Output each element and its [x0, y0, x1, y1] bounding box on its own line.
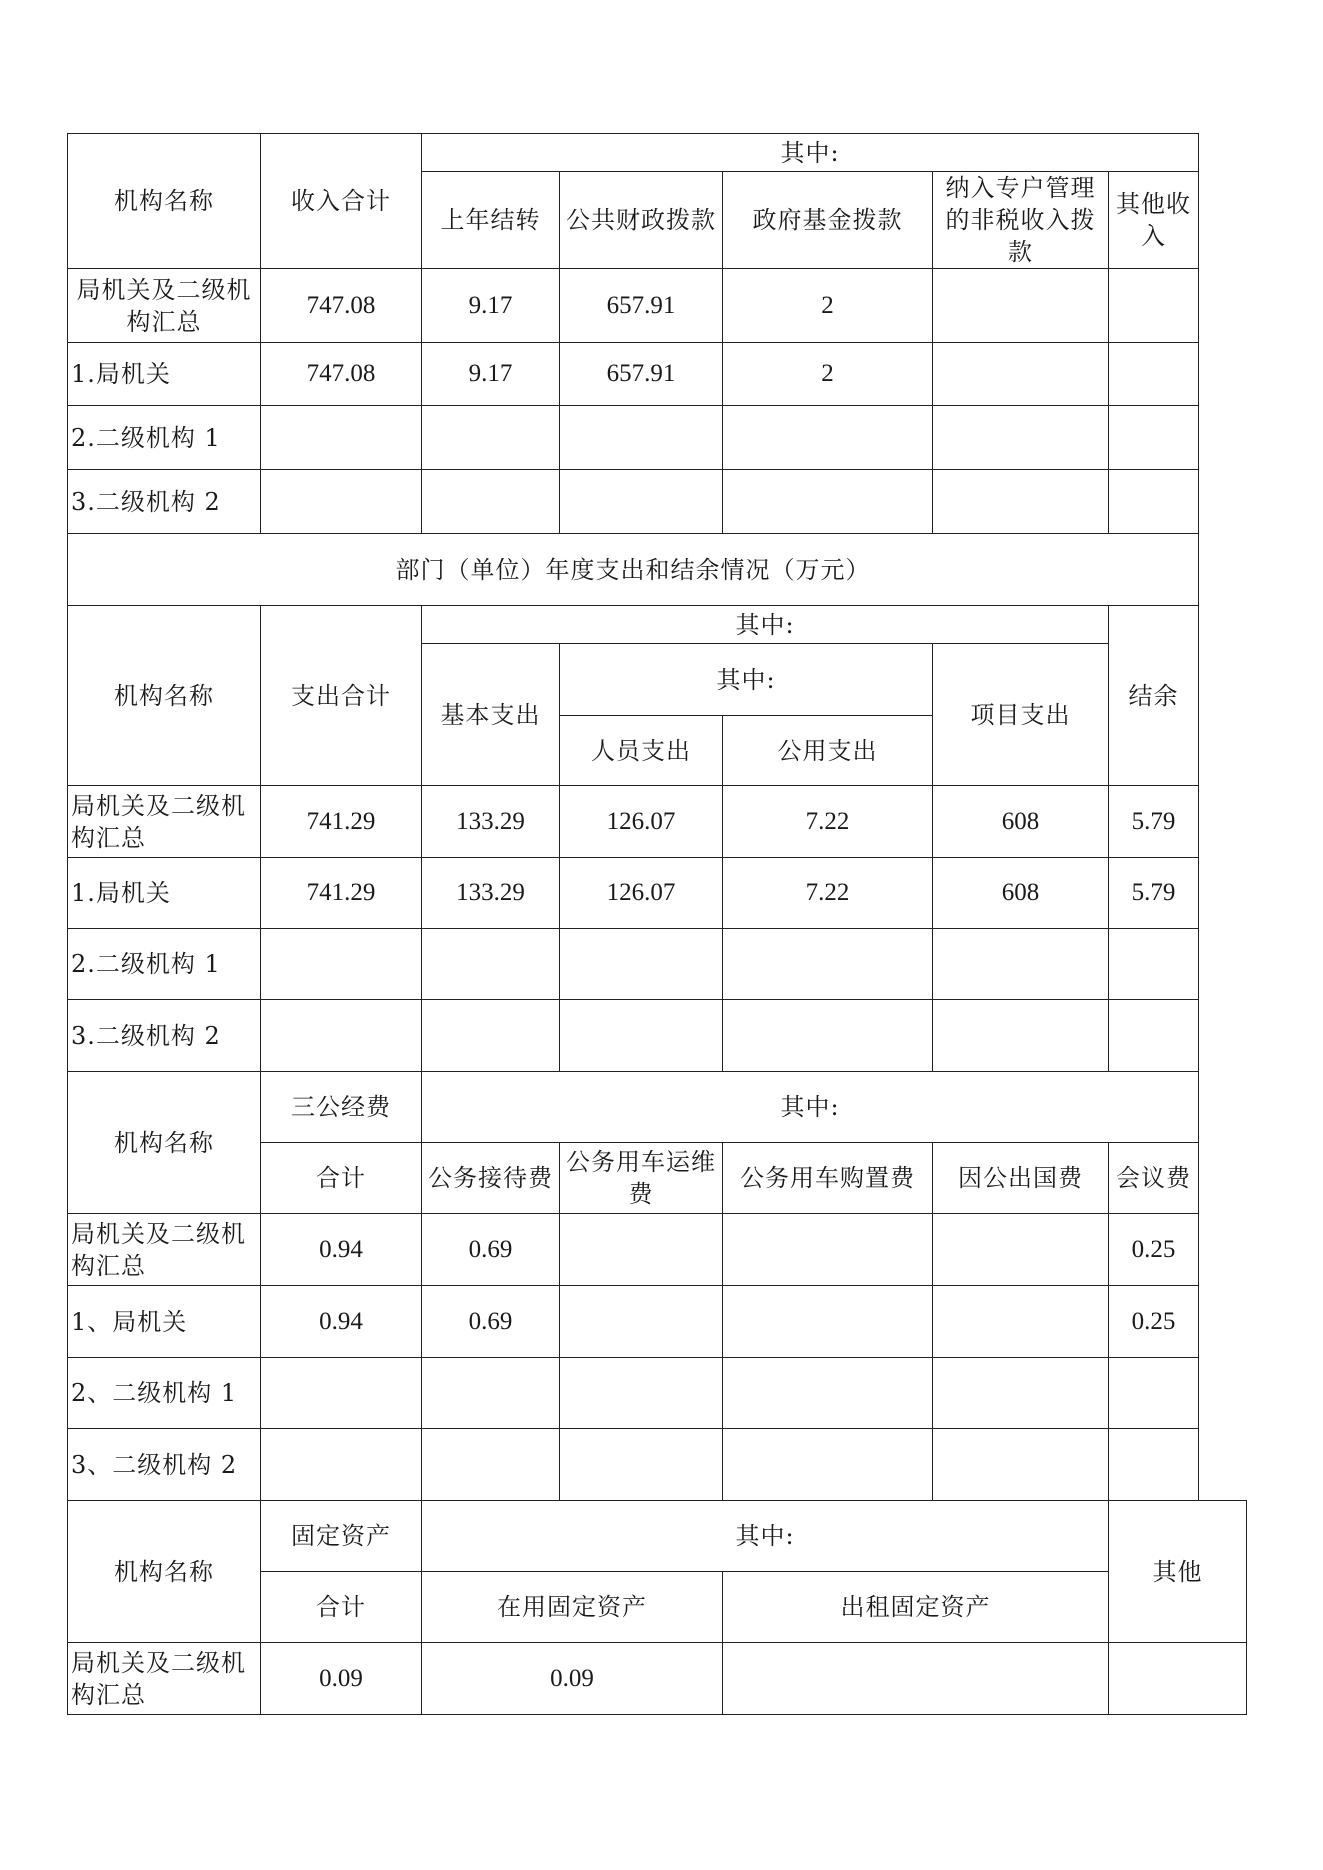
assets-cell — [1109, 1643, 1247, 1715]
income-header-of-which: 其中: — [422, 134, 1199, 172]
income-cell: 657.91 — [560, 343, 723, 406]
assets-header-total-line1: 固定资产 — [261, 1501, 422, 1572]
expense-cell: 126.07 — [560, 858, 723, 929]
income-col-non-tax: 纳入专户管理的非税收入拨款 — [933, 172, 1109, 269]
three-public-cell — [560, 1214, 723, 1286]
income-cell-total: 747.08 — [261, 343, 422, 406]
three-public-row-name: 3、二级机构 2 — [68, 1429, 261, 1501]
expense-cell — [723, 1000, 933, 1072]
three-public-row-name: 2、二级机构 1 — [68, 1358, 261, 1429]
expense-header-total: 支出合计 — [261, 606, 422, 786]
three-public-cell: 0.25 — [1109, 1214, 1199, 1286]
budget-sheet — [67, 133, 1247, 1715]
income-cell: 2 — [723, 343, 933, 406]
income-cell — [933, 269, 1109, 343]
expense-cell — [422, 1000, 560, 1072]
expense-cell: 608 — [933, 786, 1109, 858]
expense-row-name: 1.局机关 — [68, 858, 261, 929]
expense-row-name: 局机关及二级机构汇总 — [68, 786, 261, 858]
three-public-cell — [933, 1358, 1109, 1429]
expense-header-of-which: 其中: — [422, 606, 1109, 644]
three-public-cell — [560, 1286, 723, 1358]
assets-cell — [723, 1643, 1109, 1715]
three-public-header-of-which: 其中: — [422, 1072, 1199, 1143]
assets-header-total-line2: 合计 — [261, 1572, 422, 1643]
income-cell: 657.91 — [560, 269, 723, 343]
three-public-cell — [723, 1429, 933, 1501]
assets-header-other: 其他 — [1109, 1501, 1247, 1643]
income-cell — [933, 343, 1109, 406]
expense-cell — [1109, 1000, 1199, 1072]
income-cell — [1109, 343, 1199, 406]
three-public-cell — [261, 1358, 422, 1429]
expense-header-personnel: 人员支出 — [560, 716, 723, 786]
three-public-col-overseas: 因公出国费 — [933, 1143, 1109, 1214]
expense-cell: 741.29 — [261, 858, 422, 929]
income-cell — [723, 470, 933, 534]
assets-header-name: 机构名称 — [68, 1501, 261, 1643]
income-cell-total — [261, 470, 422, 534]
expense-cell: 741.29 — [261, 786, 422, 858]
expense-header-of-which-inner: 其中: — [560, 644, 933, 716]
three-public-cell — [933, 1214, 1109, 1286]
three-public-row-name: 局机关及二级机构汇总 — [68, 1214, 261, 1286]
expense-row-name: 3.二级机构 2 — [68, 1000, 261, 1072]
expense-cell — [422, 929, 560, 1000]
income-header-name: 机构名称 — [68, 134, 261, 269]
three-public-cell: 0.69 — [422, 1214, 560, 1286]
three-public-cell: 0.69 — [422, 1286, 560, 1358]
three-public-cell — [1109, 1358, 1199, 1429]
expense-cell: 608 — [933, 858, 1109, 929]
three-public-cell: 0.25 — [1109, 1286, 1199, 1358]
three-public-cell: 0.94 — [261, 1286, 422, 1358]
income-cell: 2 — [723, 269, 933, 343]
three-public-header-total-line2: 合计 — [261, 1143, 422, 1214]
income-col-other: 其他收入 — [1109, 172, 1199, 269]
expense-cell: 126.07 — [560, 786, 723, 858]
income-cell-total — [261, 406, 422, 470]
expense-cell: 133.29 — [422, 786, 560, 858]
three-public-cell — [933, 1429, 1109, 1501]
three-public-header-total-line1: 三公经费 — [261, 1072, 422, 1143]
budget-table — [67, 133, 1247, 1715]
income-cell — [933, 470, 1109, 534]
three-public-col-reception: 公务接待费 — [422, 1143, 560, 1214]
income-col-public-finance: 公共财政拨款 — [560, 172, 723, 269]
income-cell — [560, 406, 723, 470]
three-public-cell — [261, 1429, 422, 1501]
three-public-cell — [560, 1358, 723, 1429]
expense-cell — [560, 929, 723, 1000]
assets-header-leased: 出租固定资产 — [723, 1572, 1109, 1643]
income-cell — [933, 406, 1109, 470]
income-col-carryover: 上年结转 — [422, 172, 560, 269]
three-public-cell — [933, 1286, 1109, 1358]
expense-cell — [933, 1000, 1109, 1072]
three-public-cell — [1109, 1429, 1199, 1501]
three-public-cell — [723, 1358, 933, 1429]
expense-cell: 7.22 — [723, 786, 933, 858]
expense-header-balance: 结余 — [1109, 606, 1199, 786]
assets-header-in-use: 在用固定资产 — [422, 1572, 723, 1643]
income-row-name: 1.局机关 — [68, 343, 261, 406]
income-col-gov-fund: 政府基金拨款 — [723, 172, 933, 269]
expense-cell: 5.79 — [1109, 858, 1199, 929]
income-row-name: 局机关及二级机构汇总 — [68, 269, 261, 343]
assets-cell: 0.09 — [422, 1643, 723, 1715]
income-row-name: 3.二级机构 2 — [68, 470, 261, 534]
expense-row-name: 2.二级机构 1 — [68, 929, 261, 1000]
assets-row-name: 局机关及二级机构汇总 — [68, 1643, 261, 1715]
expense-cell — [261, 1000, 422, 1072]
three-public-cell — [723, 1214, 933, 1286]
expense-header-public: 公用支出 — [723, 716, 933, 786]
income-cell — [1109, 470, 1199, 534]
income-cell — [422, 470, 560, 534]
assets-cell: 0.09 — [261, 1643, 422, 1715]
three-public-col-meeting: 会议费 — [1109, 1143, 1199, 1214]
expense-cell — [723, 929, 933, 1000]
income-cell — [1109, 269, 1199, 343]
three-public-header-name: 机构名称 — [68, 1072, 261, 1214]
expense-cell: 5.79 — [1109, 786, 1199, 858]
three-public-col-vehicle-maint: 公务用车运维费 — [560, 1143, 723, 1214]
three-public-cell — [422, 1358, 560, 1429]
three-public-col-vehicle-purchase: 公务用车购置费 — [723, 1143, 933, 1214]
expense-cell — [1109, 929, 1199, 1000]
income-cell: 9.17 — [422, 269, 560, 343]
expense-header-name: 机构名称 — [68, 606, 261, 786]
assets-header-of-which: 其中: — [422, 1501, 1109, 1572]
income-row-name: 2.二级机构 1 — [68, 406, 261, 470]
income-cell — [1109, 406, 1199, 470]
expense-header-project: 项目支出 — [933, 644, 1109, 786]
expense-header-basic: 基本支出 — [422, 644, 560, 786]
three-public-cell — [723, 1286, 933, 1358]
three-public-cell — [560, 1429, 723, 1501]
income-header-total: 收入合计 — [261, 134, 422, 269]
three-public-cell: 0.94 — [261, 1214, 422, 1286]
expense-cell — [560, 1000, 723, 1072]
expense-cell — [261, 929, 422, 1000]
income-cell — [422, 406, 560, 470]
income-cell-total: 747.08 — [261, 269, 422, 343]
three-public-row-name: 1、局机关 — [68, 1286, 261, 1358]
expense-cell: 7.22 — [723, 858, 933, 929]
income-cell — [560, 470, 723, 534]
three-public-cell — [422, 1429, 560, 1501]
expense-section-title: 部门（单位）年度支出和结余情况（万元） — [68, 534, 1199, 606]
expense-cell: 133.29 — [422, 858, 560, 929]
income-cell — [723, 406, 933, 470]
income-cell: 9.17 — [422, 343, 560, 406]
expense-cell — [933, 929, 1109, 1000]
